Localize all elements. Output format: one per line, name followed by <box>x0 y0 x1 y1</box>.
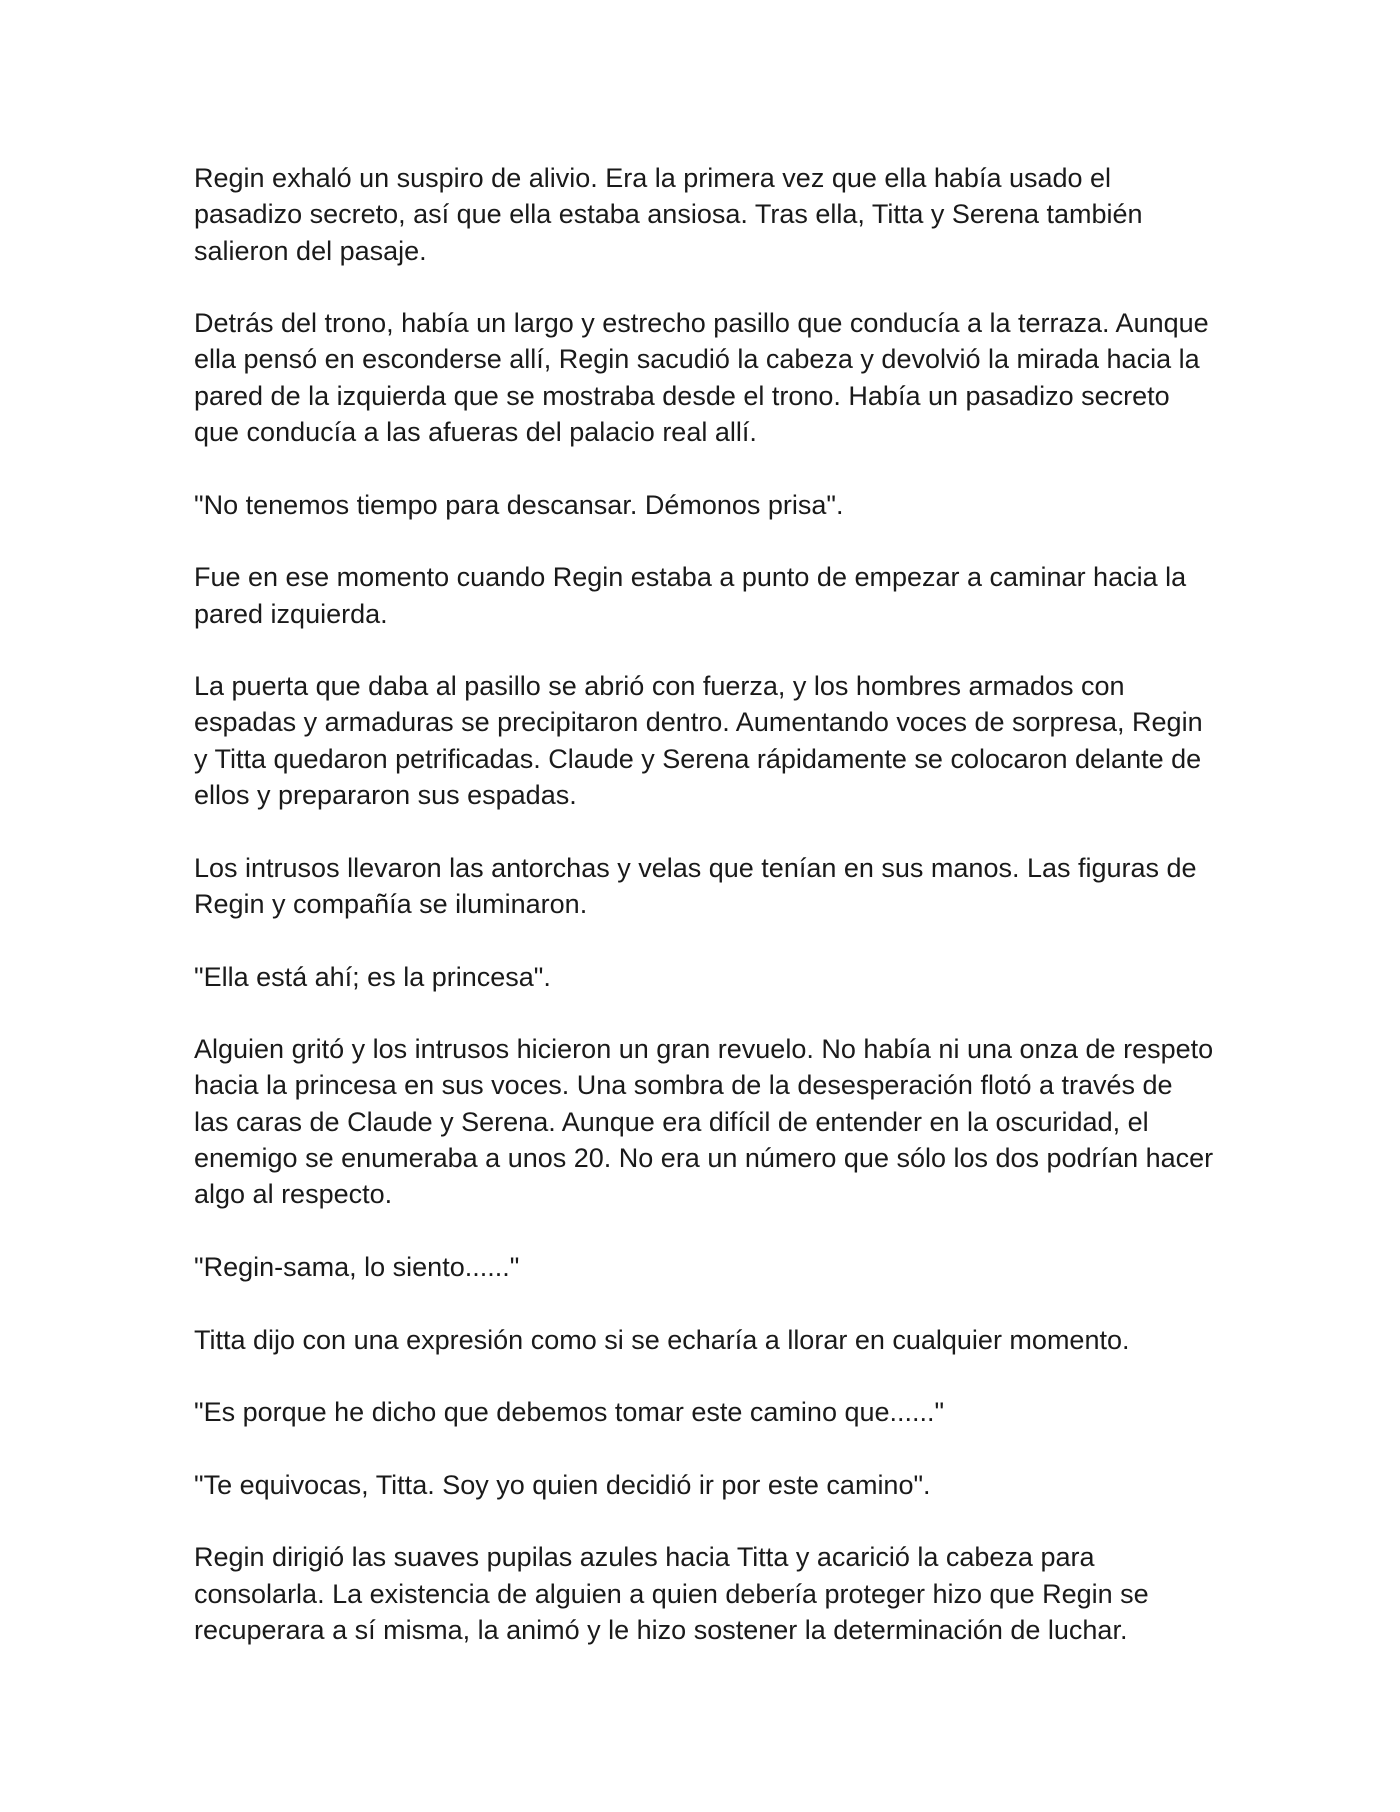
paragraph-4: Fue en ese momento cuando Regin estaba a punto de empezar a caminar hacia la pared izquierda. <box>194 562 1187 629</box>
paragraph-10: Titta dijo con una expresión como si se echaría a llorar en cualquier momento. <box>194 1324 1130 1355</box>
paragraph-11: "Es porque he dicho que debemos tomar este camino que......" <box>194 1397 945 1428</box>
paragraph-9: "Regin-sama, lo siento......" <box>194 1251 520 1282</box>
paragraph-5: La puerta que daba al pasillo se abrió con fuerza, y los hombres armados con espadas y armaduras se precipitaron dentro. Aumentando voces de sorpresa, Regin y Titta quedaron petrificadas. Claude y Serena rápidamente se colocaron delante de ellos y prepararon sus espadas. <box>194 671 1203 811</box>
paragraph-1: Regin exhaló un suspiro de alivio. Era la primera vez que ella había usado el pasadizo secreto, así que ella estaba ansiosa. Tras ella, Titta y Serena también salieron del pasaje. <box>194 163 1143 266</box>
paragraph-7: "Ella está ahí; es la princesa". <box>194 961 551 992</box>
paragraph-3: "No tenemos tiempo para descansar. Démonos prisa". <box>194 489 844 520</box>
document-body <box>194 160 1214 1684</box>
paragraph-2: Detrás del trono, había un largo y estrecho pasillo que conducía a la terraza. Aunque ella pensó en esconderse allí, Regin sacudió la cabeza y devolvió la mirada hacia la pared de la izquierda que se mostraba desde el trono. Había un pasadizo secreto que conducía a las afueras del palacio real allí. <box>194 308 1209 448</box>
paragraph-12: "Te equivocas, Titta. Soy yo quien decidió ir por este camino". <box>194 1469 931 1500</box>
paragraph-13: Regin dirigió las suaves pupilas azules hacia Titta y acarició la cabeza para consolarla. La existencia de alguien a quien debería proteger hizo que Regin se recuperara a sí misma, la animó y le hizo sostener la determinación de luchar. <box>194 1542 1149 1645</box>
paragraph-6: Los intrusos llevaron las antorchas y velas que tenían en sus manos. Las figuras de Regin y compañía se iluminaron. <box>194 852 1197 919</box>
paragraph-8: Alguien gritó y los intrusos hicieron un gran revuelo. No había ni una onza de respeto hacia la princesa en sus voces. Una sombra de la desesperación flotó a través de las caras de Claude y Serena. Aunque era difícil de entender en la oscuridad, el enemigo se enumeraba a unos 20. No era un número que sólo los dos podrían hacer algo al respecto. <box>194 1034 1214 1210</box>
